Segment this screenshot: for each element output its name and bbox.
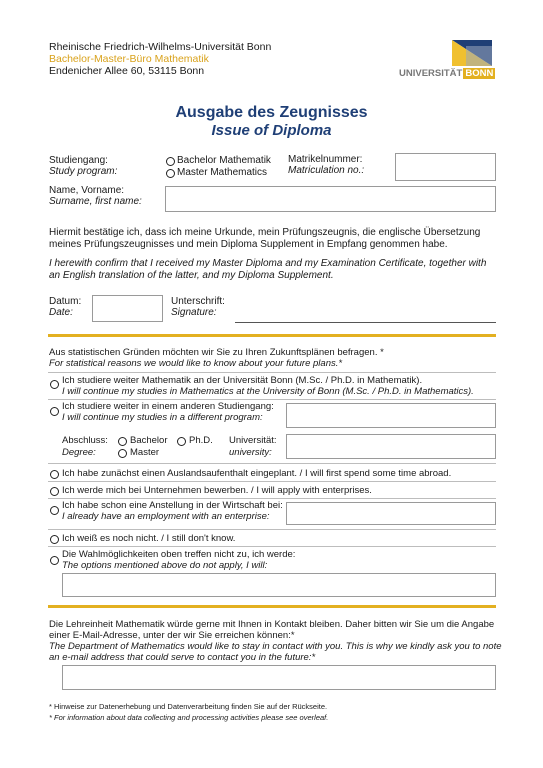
option-other-program-de: Ich studiere weiter in einem anderen Studiengang: [62,401,274,412]
footnote-en: * For information about data collecting and processing activities please see overleaf. [49,713,329,722]
option-other-program-en: I will continue my studies in a different program: [62,412,263,423]
radio-other-program[interactable] [50,407,59,416]
option-dont-know: Ich weiß es noch nicht. / I still don't know. [62,533,236,544]
contact-text-de-1: Die Lehreinheit Mathematik würde gerne mit Ihnen in Kontakt bleiben. Daher bitten wir Sie um die Angabe [49,619,495,630]
employer-input[interactable] [286,502,496,525]
option-apply-enterprises: Ich werde mich bei Unternehmen bewerben. / I will apply with enterprises. [62,485,372,496]
email-input[interactable] [62,665,496,690]
option-continue-math-en: I will continue my studies in Mathematics at the University of Bonn (M.Sc. / Ph.D. in Mathematics). [62,386,474,397]
row-divider [48,546,496,547]
option-bachelor-mathematik: Bachelor Mathematik [177,155,271,166]
signature-label-en: Signature: [171,307,217,318]
study-program-label-de: Studiengang: [49,155,108,166]
confirm-text-de-2: meines Prüfungszeugnisses und mein Diploma Supplement in Empfang genommen habe. [49,239,448,250]
radio-degree-bachelor[interactable] [118,437,127,446]
option-other-en: The options mentioned above do not apply, I will: [62,560,268,571]
office-name: Bachelor-Master-Büro Mathematik [49,53,209,65]
radio-other[interactable] [50,556,59,565]
signature-line[interactable] [235,322,496,323]
plans-intro-en: For statistical reasons we would like to know about your future plans.* [49,358,343,369]
date-label-de: Datum: [49,296,82,307]
matriculation-label-de: Matrikelnummer: [288,154,363,165]
university-logo [452,40,492,66]
radio-dont-know[interactable] [50,535,59,544]
title-en: Issue of Diploma [211,122,332,139]
option-employed-en: I already have an employment with an enterprise: [62,511,270,522]
degree-option-phd: Ph.D. [189,435,213,446]
option-other-de: Die Wahlmöglichkeiten oben treffen nicht zu, ich werde: [62,549,296,560]
matriculation-input[interactable] [395,153,496,181]
confirm-text-en-2: an English translation of the latter, and my Diploma Supplement. [49,270,334,281]
name-label-en: Surname, first name: [49,196,142,207]
radio-bachelor-mathematik[interactable] [166,157,175,166]
section-divider-bottom [48,605,496,608]
footnote-de: * Hinweise zur Datenerhebung und Datenverarbeitung finden Sie auf der Rückseite. [49,702,328,711]
radio-continue-math-bonn[interactable] [50,380,59,389]
degree-label-en: Degree: [62,447,96,458]
logo-graphic [452,40,492,66]
radio-degree-phd[interactable] [177,437,186,446]
confirm-text-de-1: Hiermit bestätige ich, dass ich meine Urkunde, mein Prüfungszeugnis, die englische Übersetzung [49,227,481,238]
contact-text-de-2: einer E-Mail-Adresse, unter der wir Sie erreichen können:* [49,630,295,641]
radio-degree-master[interactable] [118,449,127,458]
confirm-text-en-1: I herewith confirm that I received my Master Diploma and my Examination Certificate, together with [49,258,487,269]
row-divider [48,463,496,464]
row-divider [48,481,496,482]
logo-wordmark [399,68,495,79]
university-name: Rheinische Friedrich-Wilhelms-Universität Bonn [49,41,272,53]
option-employed-de: Ich habe schon eine Anstellung in der Wirtschaft bei: [62,500,283,511]
radio-apply-enterprises[interactable] [50,487,59,496]
radio-abroad[interactable] [50,470,59,479]
university-label-de: Universität: [229,435,277,446]
row-divider [48,372,496,373]
row-divider [48,399,496,400]
study-program-label-en: Study program: [49,166,118,177]
radio-master-mathematics[interactable] [166,169,175,178]
option-master-mathematics: Master Mathematics [177,167,268,178]
date-input[interactable] [92,295,163,322]
row-divider [48,529,496,530]
university-input[interactable] [286,434,496,459]
option-abroad: Ich habe zunächst einen Auslandsaufenthalt eingeplant. / I will first spend some time abroad. [62,468,452,479]
plans-intro-de: Aus statistischen Gründen möchten wir Sie zu Ihren Zukunftsplänen befragen. * [49,347,384,358]
degree-option-bachelor: Bachelor [130,435,168,446]
name-input[interactable] [165,186,496,212]
degree-label-de: Abschluss: [62,435,108,446]
contact-text-en-1: The Department of Mathematics would like to stay in contact with you. This is why we kindly ask you to note [49,641,502,652]
matriculation-label-en: Matriculation no.: [288,165,365,176]
title-de: Ausgabe des Zeugnisses [175,104,368,121]
radio-employed[interactable] [50,506,59,515]
logo-text-universitaet: UNIVERSITÄT [399,68,463,79]
date-label-en: Date: [49,307,73,318]
degree-option-master: Master [130,447,160,458]
logo-text-bonn: BONN [465,68,494,79]
option-continue-math-de: Ich studiere weiter Mathematik an der Universität Bonn (M.Sc. / Ph.D. in Mathematik). [62,375,423,386]
other-plans-input[interactable] [62,573,496,597]
row-divider [48,498,496,499]
university-label-en: university: [229,447,272,458]
signature-label-de: Unterschrift: [171,296,225,307]
name-label-de: Name, Vorname: [49,185,125,196]
section-divider-top [48,334,496,337]
office-address: Endenicher Allee 60, 53115 Bonn [49,65,205,77]
other-program-input[interactable] [286,403,496,428]
contact-text-en-2: an e-mail address that could serve to contact you in the future:* [49,652,316,663]
